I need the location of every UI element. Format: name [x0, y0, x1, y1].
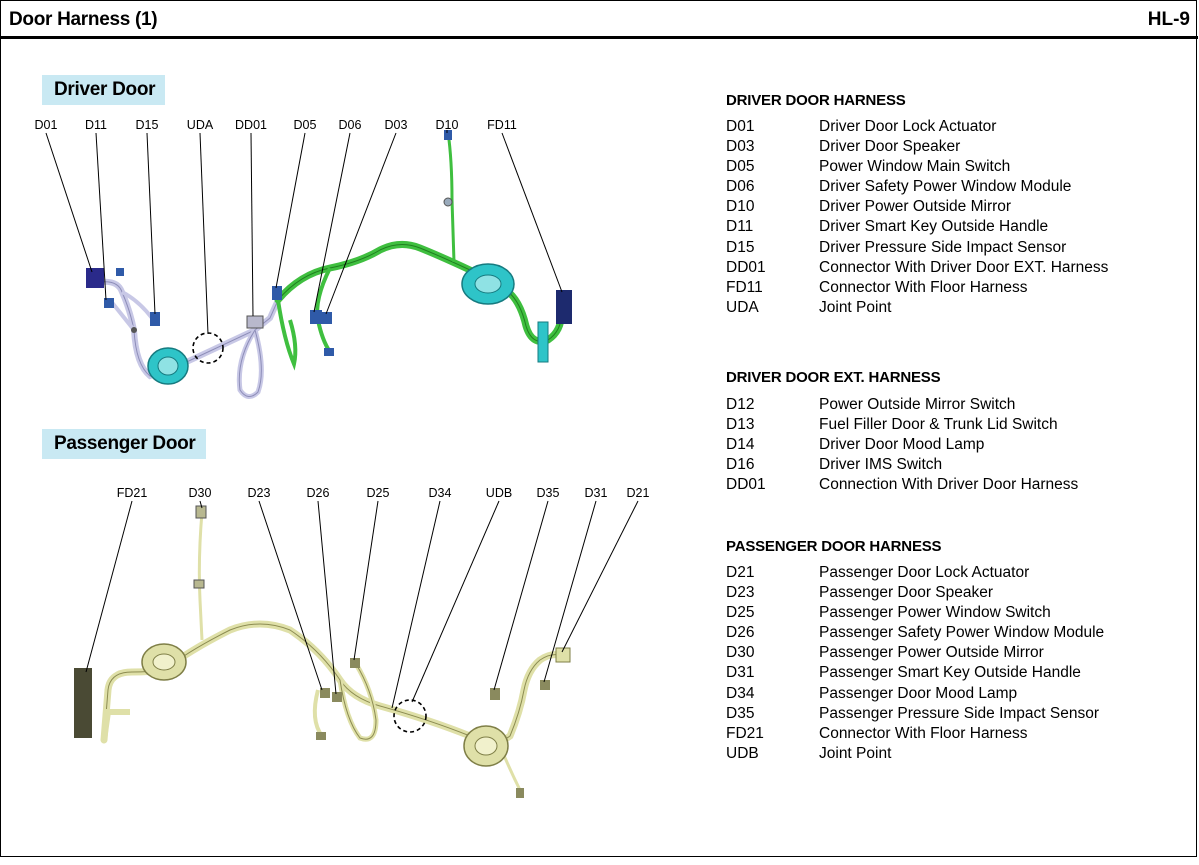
legend-desc: Driver Door Speaker — [819, 138, 961, 156]
legend-item — [726, 664, 1104, 684]
legend-item — [726, 685, 1104, 705]
legend-item — [726, 198, 1108, 218]
legend-code: D23 — [726, 584, 755, 602]
legend-code: D10 — [726, 198, 755, 216]
legend-desc: Driver IMS Switch — [819, 456, 943, 474]
callout-d10: D10 — [435, 118, 459, 132]
callout-d26: D26 — [306, 486, 330, 500]
legend-item — [726, 624, 1104, 644]
callout-d30: D30 — [188, 486, 212, 500]
legend-desc: Connector With Driver Door EXT. Harness — [819, 258, 1109, 276]
legend-item — [726, 158, 1108, 178]
legend-code: UDB — [726, 744, 759, 762]
driver-door-callouts — [35, 118, 517, 132]
legend-desc: Passenger Power Window Switch — [819, 604, 1051, 622]
legend-desc: Driver Door Lock Actuator — [819, 118, 997, 135]
legend-code: D21 — [726, 564, 755, 581]
legend-code: D30 — [726, 644, 755, 662]
legend-item — [726, 178, 1108, 198]
legend-item — [726, 745, 1104, 765]
legend-item — [726, 644, 1104, 664]
callout-fd21: FD21 — [116, 486, 148, 500]
legend-desc: Joint Point — [819, 744, 892, 762]
legend-item — [726, 416, 1078, 436]
legend-desc: Passenger Door Speaker — [819, 584, 994, 602]
callout-uda: UDA — [186, 118, 214, 132]
legend-code: D12 — [726, 396, 755, 413]
legend-code: D13 — [726, 416, 755, 434]
legend-desc: Driver Safety Power Window Module — [819, 178, 1072, 196]
legend-title-passenger-door-harness: PASSENGER DOOR HARNESS — [726, 538, 942, 555]
passenger-door-callouts — [117, 486, 650, 500]
driver-door-harness-drawing — [86, 130, 572, 397]
legend-code: D35 — [726, 704, 755, 722]
legend-item — [726, 218, 1108, 238]
legend-code: FD21 — [726, 724, 764, 742]
legend-desc: Connection With Driver Door Harness — [819, 476, 1079, 494]
passenger-door-label: Passenger Door — [42, 429, 206, 459]
legend-item — [726, 118, 1108, 138]
legend-list-driver-door-harness — [726, 118, 1108, 319]
legend-desc: Passenger Power Outside Mirror — [819, 644, 1044, 662]
legend-list-passenger-door-harness — [726, 564, 1104, 765]
driver-door-label: Driver Door — [42, 75, 165, 105]
callout-d15: D15 — [135, 118, 159, 132]
legend-code: DD01 — [726, 258, 766, 276]
callout-d21: D21 — [626, 486, 650, 500]
legend-item — [726, 476, 1078, 496]
legend-item — [726, 396, 1078, 416]
legend-desc: Connector With Floor Harness — [819, 724, 1028, 742]
legend-title-driver-door-harness: DRIVER DOOR HARNESS — [726, 92, 906, 109]
legend-code: D03 — [726, 138, 755, 156]
legend-desc: Driver Smart Key Outside Handle — [819, 218, 1049, 236]
legend-desc: Driver Door Mood Lamp — [819, 436, 985, 454]
legend-desc: Fuel Filler Door & Trunk Lid Switch — [819, 416, 1058, 434]
legend-desc: Driver Power Outside Mirror — [819, 198, 1012, 216]
legend-item — [726, 456, 1078, 476]
page-code: HL-9 — [1147, 9, 1190, 30]
legend-code: D26 — [726, 624, 755, 642]
callout-d25: D25 — [366, 486, 390, 500]
legend-title-driver-door-ext-harness: DRIVER DOOR EXT. HARNESS — [726, 369, 941, 386]
callout-d11: D11 — [84, 118, 108, 132]
callout-d35: D35 — [536, 486, 560, 500]
legend-code: D16 — [726, 456, 755, 474]
legend-item — [726, 705, 1104, 725]
legend-desc: Passenger Smart Key Outside Handle — [819, 664, 1081, 682]
legend-list-driver-door-ext-harness — [726, 396, 1078, 496]
callout-dd01: DD01 — [235, 118, 267, 132]
legend-item — [726, 138, 1108, 158]
legend-item — [726, 279, 1108, 299]
callout-d01: D01 — [34, 118, 58, 132]
legend-item — [726, 725, 1104, 745]
legend-code: UDA — [726, 298, 759, 316]
legend-code: D31 — [726, 664, 755, 682]
page-title: Door Harness (1) — [9, 9, 158, 30]
legend-code: D06 — [726, 178, 755, 196]
legend-code: D05 — [726, 158, 755, 176]
legend-item — [726, 436, 1078, 456]
legend-code: D11 — [726, 218, 754, 236]
callout-d23: D23 — [247, 486, 271, 500]
legend-desc: Passenger Door Lock Actuator — [819, 564, 1030, 581]
legend-code: D25 — [726, 604, 755, 622]
legend-item — [726, 584, 1104, 604]
callout-fd11: FD11 — [487, 118, 517, 132]
legend-code: D14 — [726, 436, 755, 454]
legend-item — [726, 259, 1108, 279]
legend-code: D15 — [726, 238, 755, 256]
legend-item — [726, 564, 1104, 584]
legend-code: DD01 — [726, 476, 766, 494]
callout-d05: D05 — [293, 118, 317, 132]
legend-desc: Joint Point — [819, 298, 892, 316]
passenger-door-harness-drawing — [74, 506, 570, 798]
legend-item — [726, 299, 1108, 319]
legend-desc: Power Outside Mirror Switch — [819, 396, 1016, 413]
callout-d31: D31 — [584, 486, 608, 500]
legend-item — [726, 604, 1104, 624]
legend-code: D01 — [726, 118, 755, 135]
legend-desc: Passenger Pressure Side Impact Sensor — [819, 704, 1099, 722]
legend-desc: Passenger Safety Power Window Module — [819, 624, 1105, 642]
callout-d34: D34 — [428, 486, 452, 500]
legend-desc: Connector With Floor Harness — [819, 278, 1028, 296]
legend-item — [726, 239, 1108, 259]
callout-udb: UDB — [485, 486, 513, 500]
legend-code: FD11 — [726, 278, 763, 296]
legend-desc: Passenger Door Mood Lamp — [819, 684, 1018, 702]
legend-desc: Driver Pressure Side Impact Sensor — [819, 238, 1067, 256]
legend-desc: Power Window Main Switch — [819, 158, 1011, 176]
legend-code: D34 — [726, 684, 755, 702]
callout-d06: D06 — [338, 118, 362, 132]
callout-d03: D03 — [384, 118, 408, 132]
